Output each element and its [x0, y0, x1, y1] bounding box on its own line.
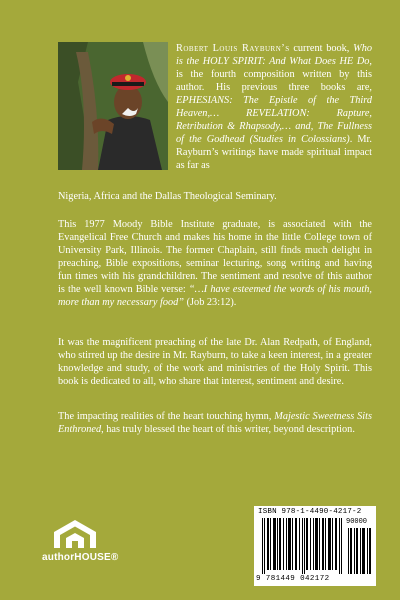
paragraph-inspiration: It was the magnificent preaching of the late Dr. Alan Redpath, of England, who stirred up the desire in Mr. Rayburn, to take a keen interest, in a greater knowledge and study, of the work and ministries of the Holy Spirit. This book is dedicated to all, who share that interest, sentiment and desire. [58, 337, 372, 387]
bible-quote: “…I have esteemed the words of his mouth, more than my necessary food” [58, 284, 372, 308]
isbn-number: ISBN 978-1-4490-4217-2 [258, 508, 362, 516]
publisher-logo [42, 518, 119, 570]
authorhouse-logo-icon [50, 518, 100, 550]
isbn-barcode [254, 506, 376, 586]
bible-reference: (Job 23:12). [184, 297, 237, 308]
author-photo [58, 42, 168, 170]
book-title: Who is the HOLY SPIRIT: And What Does HE Do [176, 43, 372, 67]
paragraph-hymn [58, 410, 372, 436]
price-code: 90000 [346, 518, 368, 526]
publisher-name: authorHOUSE® [42, 552, 119, 563]
barcode-digits: 9 781449 042172 [256, 575, 330, 583]
previous-books: EPHESIANS: The Epistle of the Third Heaven,… REVELATION: Rapture, Retribution & Rhapsody,… and, The Fullness of the Godhead (Studies in Colossians) [176, 95, 372, 145]
intro-continuation: Nigeria, Africa and the Dallas Theological Seminary. [58, 191, 277, 202]
intro-text-2: , is the fourth composition written by this author. His previous three books are, [176, 56, 372, 93]
hymn-title: Majestic Sweetness Sits Enthroned [58, 411, 373, 435]
intro-text-1: current book, [289, 43, 354, 54]
author-name: Robert Louis Rayburn’s [176, 43, 290, 54]
paragraph-4-text-2: , has truly blessed the heart of this writer, beyond description. [101, 424, 355, 435]
addon-barcode-bars [348, 528, 372, 574]
paragraph-background [58, 218, 372, 309]
paragraph-2-text: This 1977 Moody Bible Institute graduate, is associated with the Evangelical Free Church and makes his home in the little College town of University Park, Illinois. The former Chaplain, still finds much delight in preaching, Bible expositions, seminar lecturing, song writing and having fun times with his grandchildren. The sentiment and resolve of this author is the well known Bible verse: [58, 219, 372, 295]
paragraph-4-text-1: The impacting realities of the heart touching hymn, [58, 411, 275, 422]
ean-barcode-bars [262, 518, 344, 574]
author-intro [176, 42, 372, 172]
intro-text-3: . Mr. Rayburn’s writings have made spiritual impact as far as [176, 134, 372, 171]
